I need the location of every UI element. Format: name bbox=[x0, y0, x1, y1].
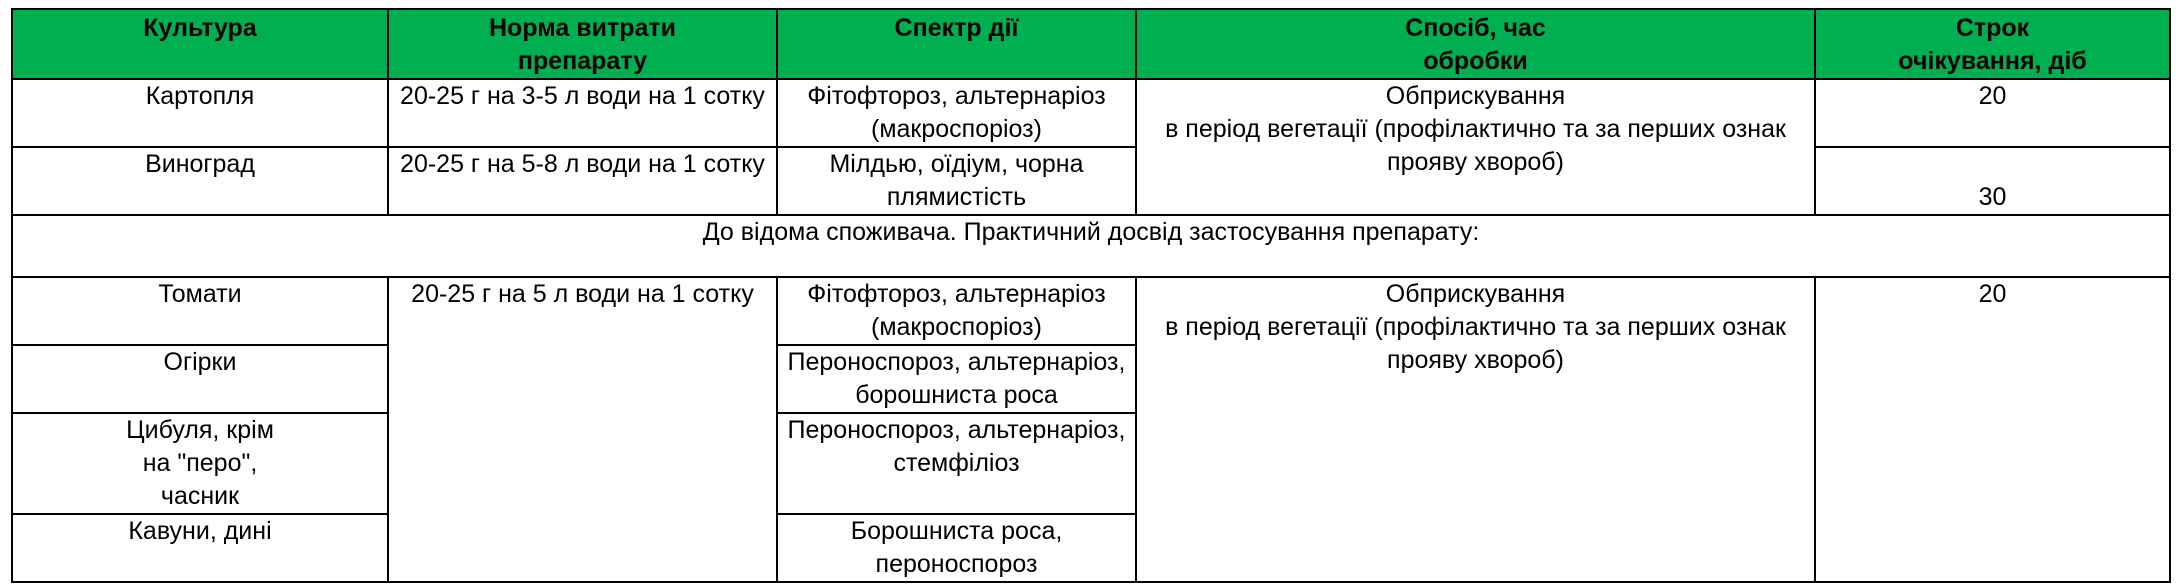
header-method-line1: Спосіб, час bbox=[1405, 14, 1546, 42]
spectrum-line1: Пероноспороз, альтернаріоз, bbox=[787, 416, 1126, 444]
table-row bbox=[12, 147, 2170, 215]
method-line1: Обприскування bbox=[1385, 280, 1566, 308]
culture-cell bbox=[12, 514, 388, 582]
method-line3: прояву хвороб) bbox=[1387, 148, 1564, 176]
application-table bbox=[11, 8, 2171, 583]
culture-text: Томати bbox=[158, 280, 242, 308]
spectrum-line1: Мілдью, оїдіум, чорна bbox=[829, 150, 1084, 178]
note-cell bbox=[12, 215, 2170, 277]
culture-cell bbox=[12, 79, 388, 147]
spectrum-cell bbox=[777, 514, 1136, 582]
method-cell bbox=[1136, 277, 1815, 582]
term-text: 20 bbox=[1978, 280, 2007, 308]
spectrum-line2: стемфіліоз bbox=[893, 449, 1020, 477]
culture-text: Виноград bbox=[145, 150, 255, 178]
header-norm-line1: Норма витрати bbox=[488, 14, 677, 42]
spectrum-line1: Фітофтороз, альтернаріоз bbox=[807, 280, 1106, 308]
table-row bbox=[12, 79, 2170, 147]
consumer-note: До відома споживача. Практичний досвід застосування препарату: bbox=[702, 218, 1480, 246]
culture-text: Картопля bbox=[145, 82, 255, 110]
spectrum-line2: пероноспороз bbox=[875, 550, 1038, 578]
spectrum-line1: Борошниста роса, bbox=[850, 517, 1063, 545]
term-text: 30 bbox=[1978, 183, 2007, 211]
culture-cell bbox=[12, 277, 388, 345]
header-method-line2: обробки bbox=[1423, 47, 1528, 75]
term-cell bbox=[1815, 277, 2170, 582]
norm-cell bbox=[388, 147, 777, 215]
term-cell bbox=[1815, 147, 2170, 215]
norm-text: 20-25 г на 3-5 л води на 1 сотку bbox=[400, 82, 765, 110]
spectrum-line1: Фітофтороз, альтернаріоз bbox=[807, 82, 1106, 110]
header-method bbox=[1136, 9, 1815, 79]
spectrum-line1: Пероноспороз, альтернаріоз, bbox=[787, 348, 1126, 376]
culture-line3: часник bbox=[160, 482, 240, 510]
culture-line2: на "перо", bbox=[142, 449, 258, 477]
spectrum-line2: борошниста роса bbox=[855, 381, 1058, 409]
header-norm bbox=[388, 9, 777, 79]
culture-cell bbox=[12, 147, 388, 215]
spectrum-cell bbox=[777, 413, 1136, 514]
spectrum-line2: (макроспоріоз) bbox=[871, 115, 1042, 143]
method-line2: в період вегетації (профілактично та за перших ознак bbox=[1165, 313, 1786, 341]
spectrum-cell bbox=[777, 147, 1136, 215]
spectrum-cell bbox=[777, 277, 1136, 345]
spectrum-line2: (макроспоріоз) bbox=[871, 313, 1042, 341]
culture-line1: Цибуля, крім bbox=[126, 416, 274, 444]
method-cell bbox=[1136, 79, 1815, 215]
header-term-line1: Строк bbox=[1955, 14, 2030, 42]
norm-cell bbox=[388, 79, 777, 147]
spectrum-line2: плямистість bbox=[886, 183, 1027, 211]
method-line3: прояву хвороб) bbox=[1387, 346, 1564, 374]
header-row bbox=[12, 9, 2170, 79]
header-norm-line2: препарату bbox=[517, 47, 648, 75]
culture-cell bbox=[12, 413, 388, 514]
spectrum-cell bbox=[777, 79, 1136, 147]
header-culture-label: Культура bbox=[143, 14, 257, 42]
table-row bbox=[12, 277, 2170, 345]
method-line2: в період вегетації (профілактично та за перших ознак bbox=[1165, 115, 1786, 143]
term-cell bbox=[1815, 79, 2170, 147]
header-spectrum bbox=[777, 9, 1136, 79]
header-term-line2: очікування, діб bbox=[1898, 47, 2087, 75]
header-culture bbox=[12, 9, 388, 79]
application-table-sheet bbox=[11, 8, 2169, 583]
culture-text: Огірки bbox=[163, 348, 237, 376]
norm-text: 20-25 г на 5 л води на 1 сотку bbox=[411, 280, 754, 308]
culture-text: Кавуни, дині bbox=[128, 517, 272, 545]
term-text: 20 bbox=[1978, 82, 2007, 110]
norm-cell bbox=[388, 277, 777, 582]
method-line1: Обприскування bbox=[1385, 82, 1566, 110]
header-term bbox=[1815, 9, 2170, 79]
spectrum-cell bbox=[777, 345, 1136, 413]
note-row bbox=[12, 215, 2170, 277]
header-spectrum-label: Спектр дії bbox=[894, 14, 1019, 42]
culture-cell bbox=[12, 345, 388, 413]
norm-text: 20-25 г на 5-8 л води на 1 сотку bbox=[400, 150, 765, 178]
